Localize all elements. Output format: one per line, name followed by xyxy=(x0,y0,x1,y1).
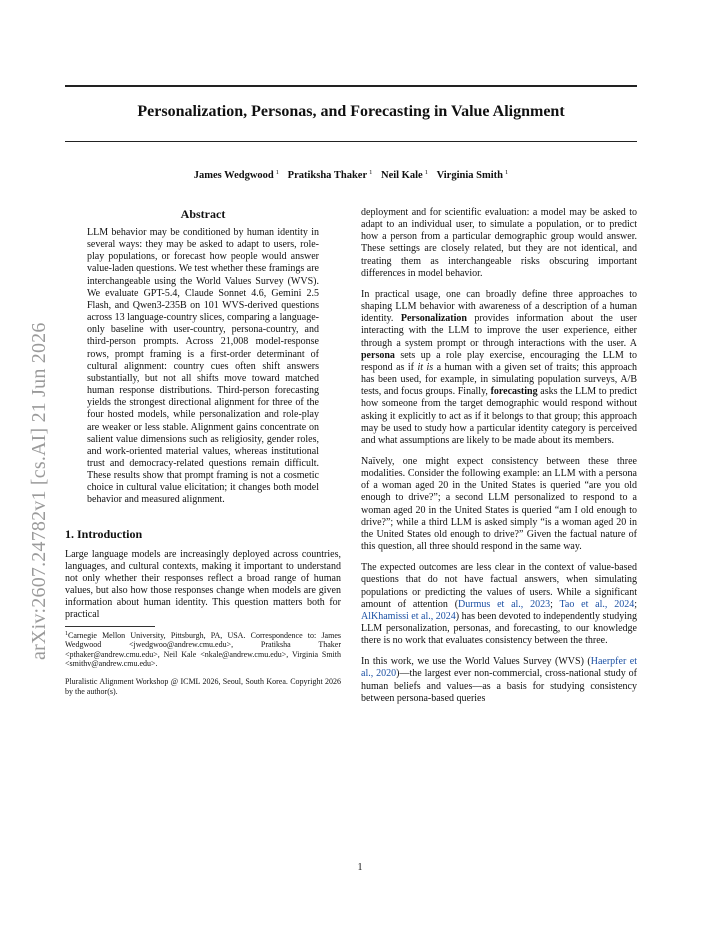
citation-link[interactable]: Tao et al., 2024 xyxy=(559,598,635,610)
paper-title: Personalization, Personas, and Forecasting in Value Alignment xyxy=(137,103,565,120)
page-number: 1 xyxy=(357,862,363,873)
paragraph: deployment and for scientific evaluation: a model may be asked to adapt to an individual user, to simulate a population, or to predict how a person from a particular demographic group would answer. These settings are closely related, but they are not identical, and treating them as interchangeable risks obscuring important differences in model behavior. xyxy=(361,207,637,279)
author: Pratiksha Thaker $^1$ xyxy=(287,169,373,181)
citation-link[interactable]: AlKhamissi et al., 2024 xyxy=(361,610,456,622)
affiliation-footnote: $^1$Carnegie Mellon University, Pittsburgh, PA, USA. Correspondence to: James Wedgwood <jwedgwoo@andrew.cmu.edu>, Pratiksha Thaker <pthaker@andrew.cmu.edu>, Neil Kale <nkale@andrew.cmu.edu>, Virginia Smith <smithv@andrew.cmu.edu>. xyxy=(65,630,341,669)
venue-note: Pluralistic Alignment Workshop @ ICML 2026, Seoul, South Korea. Copyright 2026 by the author(s). xyxy=(65,676,341,696)
author: Neil Kale $^1$ xyxy=(380,169,428,181)
arxiv-watermark: arXiv:2607.24782v1 [cs.AI] 21 Jun 2026 xyxy=(28,322,50,660)
section-heading-introduction: 1. Introduction xyxy=(65,526,143,541)
citation-link[interactable]: Haerpfer et al., 2020 xyxy=(361,656,638,680)
paragraph: In this work, we use the World Values Survey (WVS) (Haerpfer et al., 2020)—the largest ever non-commercial, cross-national study of human beliefs and values—as a basis for studying consistency between persona-based queries xyxy=(361,656,638,704)
right-column xyxy=(361,207,637,714)
footnote-rule xyxy=(65,626,155,627)
paragraph: In practical usage, one can broadly define three approaches to shaping LLM behavior with awareness of a description of a human identity. Personalization provides information about the user interacting with the LLM to improve the user experience, either through a system prompt or through interactions with the user. A persona sets up a role play exercise, encouraging the LLM to respond as if it is a human with a given set of traits; this approach has been used, for example, in simulating population surveys, A/B tests, and focus groups. Finally, forecasting asks the LLM to predict how someone from the target demographic would respond without asking it explicitly to act as if it belongs to that group; this approach may be used to study how a particular identity category is perceived and what assumptions are likely to be made about its members. xyxy=(361,288,637,446)
author: James Wedgwood $^1$ xyxy=(193,169,280,181)
abstract-text: LLM behavior may be conditioned by human identity in several ways: they may be asked to adapt to users, role-play populations, or forecast how people would answer value-laden questions. We test whether these framings are interchangeable using the World Values Survey (WVS). We evaluate GPT-5.4, Claude Sonnet 4.6, Gemini 2.5 Flash, and Qwen3-235B on 101 WVS-derived questions across 13 language-country slices, comparing a language-only baseline with user-country, persona-country, and third-person prompts. Across 21,008 model-response rows, prompt framing is a first-order determinant of cultural alignment: country cues often shift answers substantially, but not all shifts move toward matched human response distributions. Third-person forecasting yields the strongest directional alignment for three of the four hosted models, while personalization and role-play are weaker or less stable. Alignment gains concentrate on salient value dimensions such as religiosity, gender roles, and work-oriented material values, whereas institutional trust and democracy-related questions remain difficult. These results show that prompt framing is not a cosmetic choice in cultural value elicitation; it changes both model behavior and measured alignment. xyxy=(87,227,319,506)
intro-paragraph: Large language models are increasingly deployed across countries, languages, and cultural contexts, making it important to understand not only whether their responses reflect a broad range of human values, but also how those responses change when models are given information about human identity. This question matters both for practical xyxy=(65,548,341,621)
paragraph: The expected outcomes are less clear in the context of value-based questions that do not have factual answers, when simulating populations or predicting the values of users. While a significant amount of attention (Durmus et al., 2023; Tao et al., 2024; AlKhamissi et al., 2024) has been devoted to independently studying LLM personalization, personas, and forecasting, to our knowledge there is no work that evaluates consistency between the three. xyxy=(361,562,637,647)
title-rule-top xyxy=(65,85,637,87)
abstract-heading: Abstract xyxy=(180,207,226,221)
paragraph: Naïvely, one might expect consistency between these three modalities. Consider the following example: an LLM with a persona of a woman aged 20 in the United States is queried “are you old enough to drive?”; a second LLM personalized to respond to a woman aged 20 in the United States is queried “am I old enough to drive?”; while a third LLM is asked simply “is a woman aged 20 in the United States old enough to drive?” Given the factual nature of this question, all three should respond in the same way. xyxy=(361,455,637,553)
citation-link[interactable]: Durmus et al., 2023 xyxy=(458,598,551,610)
left-column xyxy=(65,207,341,696)
author: Virginia Smith $^1$ xyxy=(436,169,509,181)
title-rule-bottom xyxy=(65,141,637,142)
author-list xyxy=(65,166,637,183)
